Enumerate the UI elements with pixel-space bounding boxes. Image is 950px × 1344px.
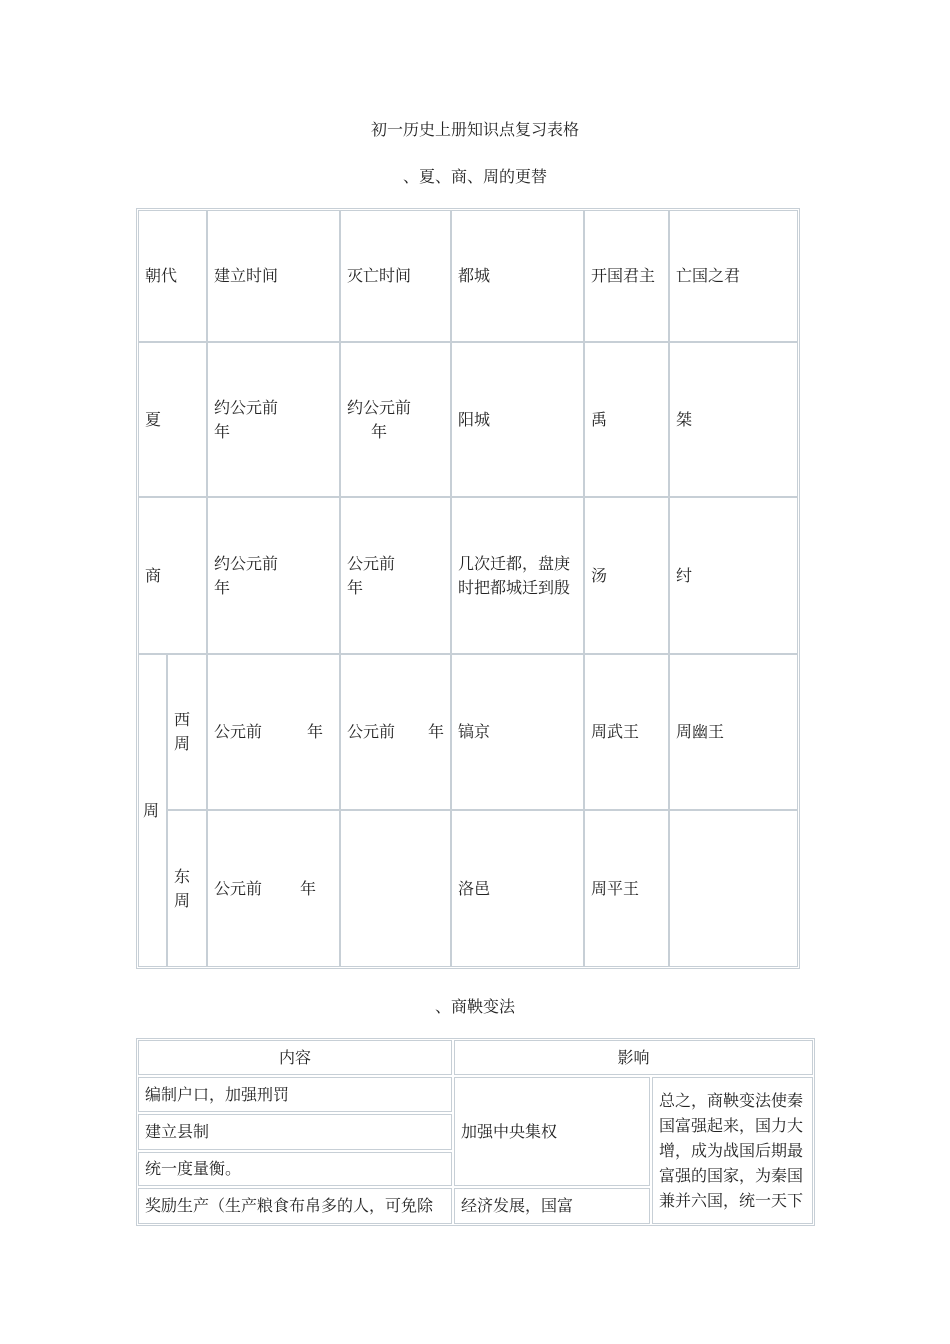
shang-last-ruler: 纣: [669, 497, 798, 654]
header-capital: 都城: [451, 210, 584, 342]
zhou-name: 周: [138, 654, 167, 967]
east-zhou-capital: 洛邑: [451, 810, 584, 967]
west-zhou-name: 西周: [167, 654, 207, 810]
shang-fell: 公元前 年: [340, 497, 451, 654]
east-zhou-fell: [340, 810, 451, 967]
east-zhou-founded: 公元前 年: [207, 810, 340, 967]
west-zhou-fell: 公元前 年: [340, 654, 451, 810]
xia-fell: 约公元前 年: [340, 342, 451, 497]
header-content: 内容: [138, 1040, 452, 1075]
section-title-dynasties: 、夏、商、周的更替: [402, 167, 547, 186]
shang-founder: 汤: [584, 497, 669, 654]
document-title: 初一历史上册知识点复习表格: [370, 120, 579, 139]
header-effect: 影响: [454, 1040, 813, 1075]
xia-name: 夏: [138, 342, 207, 497]
shang-founded: 约公元前 年: [207, 497, 340, 654]
section-title-reform: 、商鞅变法: [434, 997, 515, 1016]
xia-capital: 阳城: [451, 342, 584, 497]
east-zhou-name: 东周: [167, 810, 207, 967]
header-founded: 建立时间: [207, 210, 340, 342]
reform-content-row: 建立县制: [138, 1114, 452, 1150]
xia-last-ruler: 桀: [669, 342, 798, 497]
header-last-ruler: 亡国之君: [669, 210, 798, 342]
header-dynasty: 朝代: [138, 210, 207, 342]
east-zhou-last-ruler: [669, 810, 798, 967]
west-zhou-last-ruler: 周幽王: [669, 654, 798, 810]
header-founder: 开国君主: [584, 210, 669, 342]
shang-capital: 几次迁都，盘庚时把都城迁到殷: [451, 497, 584, 654]
effect-summary: 总之，商鞅变法使秦国富强起来，国力大增，成为战国后期最富强的国家，为秦国兼并六国，统一天下: [652, 1077, 813, 1224]
effect-economy: 经济发展，国富: [454, 1188, 650, 1224]
west-zhou-founded: 公元前 年: [207, 654, 340, 810]
xia-founded: 约公元前 年: [207, 342, 340, 497]
header-fell: 灭亡时间: [340, 210, 451, 342]
shang-name: 商: [138, 497, 207, 654]
effect-centralization: 加强中央集权: [454, 1077, 650, 1186]
reform-content-row: 奖励生产（生产粮食布帛多的人，可免除: [138, 1188, 452, 1224]
east-zhou-founder: 周平王: [584, 810, 669, 967]
xia-founder: 禹: [584, 342, 669, 497]
reform-content-row: 统一度量衡。: [138, 1152, 452, 1186]
west-zhou-capital: 镐京: [451, 654, 584, 810]
west-zhou-founder: 周武王: [584, 654, 669, 810]
reform-content-row: 编制户口，加强刑罚: [138, 1077, 452, 1112]
